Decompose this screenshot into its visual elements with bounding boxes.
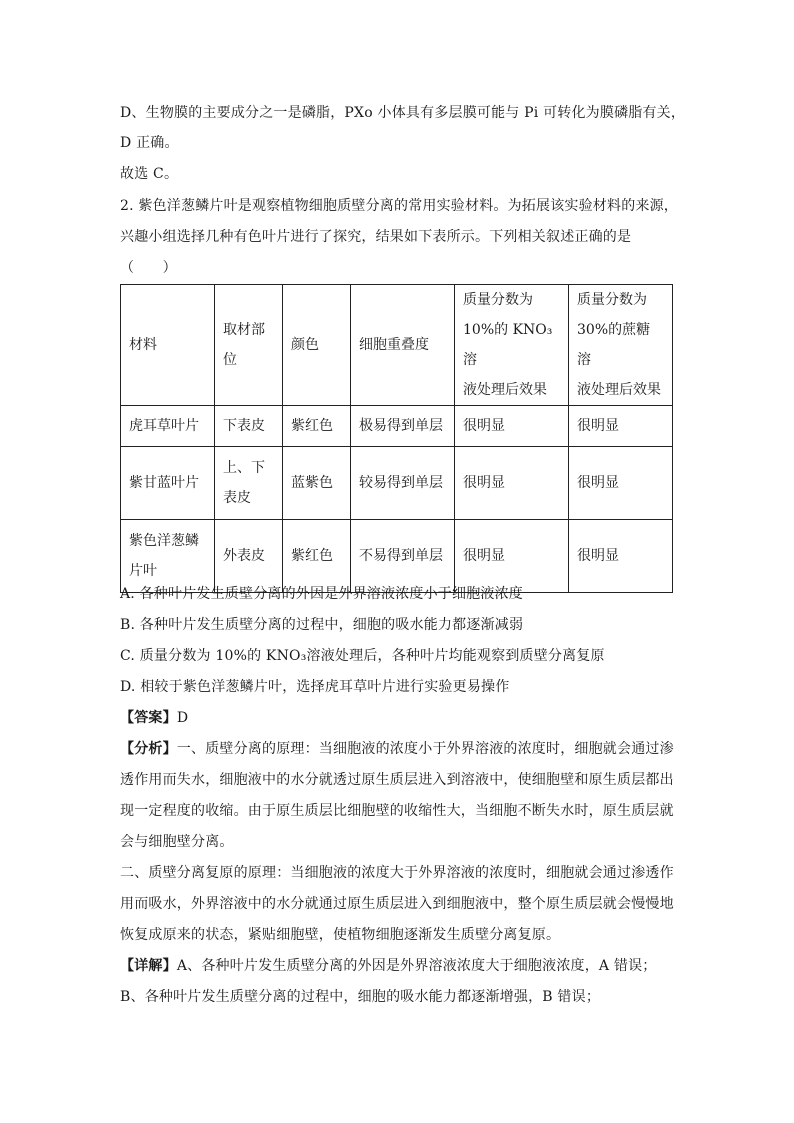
table-cell: 不易得到单层 xyxy=(351,520,455,593)
option-d: D. 相较于紫色洋葱鳞片叶，选择虎耳草叶片进行实验更易操作 xyxy=(120,679,510,695)
table-cell: 外表皮 xyxy=(215,520,283,593)
table-cell: 蓝紫色 xyxy=(283,447,351,520)
table-cell: 下表皮 xyxy=(215,406,283,447)
text-line: D、生物膜的主要成分之一是磷脂，PXo 小体具有多层膜可能与 Pi 可转化为膜磷脂有关， xyxy=(120,105,686,121)
option-b: B. 各种叶片发生质壁分离的过程中，细胞的吸水能力都逐渐减弱 xyxy=(120,617,524,633)
table-cell: 很明显 xyxy=(569,447,673,520)
table-cell: 极易得到单层 xyxy=(351,406,455,447)
detail-line: B、各种叶片发生质壁分离的过程中，细胞的吸水能力都逐渐增强，B 错误； xyxy=(120,989,601,1005)
table-row xyxy=(121,447,673,520)
table-cell: 紫红色 xyxy=(283,520,351,593)
question-stem: 兴趣小组选择几种有色叶片进行了探究，结果如下表所示。下列相关叙述正确的是 xyxy=(120,229,632,245)
table-cell: 虎耳草叶片 xyxy=(121,406,215,447)
table-header-cell: 材料 xyxy=(121,285,215,406)
table-cell: 很明显 xyxy=(569,406,673,447)
analysis-line: 透作用而失水，细胞液中的水分就透过原生质层进入到溶液中，使细胞壁和原生质层都出 xyxy=(120,772,674,788)
table-header-row xyxy=(121,285,673,406)
table-header-cell: 细胞重叠度 xyxy=(351,285,455,406)
table-cell: 较易得到单层 xyxy=(351,447,455,520)
text-line: D 正确。 xyxy=(120,135,179,151)
table-header-cell: 质量分数为 10%的 KNO₃溶 液处理后效果 xyxy=(455,285,569,406)
analysis-line: 现一定程度的收缩。由于原生质层比细胞壁的收缩性大，当细胞不断失水时，原生质层就 xyxy=(120,803,674,819)
table-cell: 紫红色 xyxy=(283,406,351,447)
analysis-line: 用而吸水，外界溶液中的水分就通过原生质层进入到细胞液中，整个原生质层就会慢慢地 xyxy=(120,896,674,912)
table-cell: 很明显 xyxy=(455,447,569,520)
answer-value: D xyxy=(176,710,189,726)
results-table xyxy=(120,284,673,593)
analysis-line: 会与细胞壁分离。 xyxy=(120,834,234,850)
table-cell: 紫甘蓝叶片 xyxy=(121,447,215,520)
table-cell: 很明显 xyxy=(569,520,673,593)
table-row xyxy=(121,520,673,593)
table-header-cell: 颜色 xyxy=(283,285,351,406)
table-header-cell: 质量分数为 30%的蔗糖溶 液处理后效果 xyxy=(569,285,673,406)
analysis-line: 二、质壁分离复原的原理：当细胞液的浓度大于外界溶液的浓度时，细胞就会通过渗透作 xyxy=(120,865,674,881)
analysis-label: 【分析】 xyxy=(120,741,177,757)
detail-line: 【详解】A、各种叶片发生质壁分离的外因是外界溶液浓度大于细胞液浓度，A 错误； xyxy=(120,958,657,974)
table-cell: 紫色洋葱鳞 片叶 xyxy=(121,520,215,593)
analysis-line: 【分析】一、质壁分离的原理：当细胞液的浓度小于外界溶液的浓度时，细胞就会通过渗 xyxy=(120,741,674,757)
option-a: A. 各种叶片发生质壁分离的外因是外界溶液浓度小于细胞液浓度 xyxy=(120,586,524,602)
text-line: 故选 C。 xyxy=(120,166,179,182)
option-c: C. 质量分数为 10%的 KNO₃溶液处理后，各种叶片均能观察到质壁分离复原 xyxy=(120,648,605,664)
answer-bracket: （ ） xyxy=(120,260,177,276)
answer-line xyxy=(120,708,680,728)
question-stem: 2. 紫色洋葱鳞片叶是观察植物细胞质壁分离的常用实验材料。为拓展该实验材料的来源， xyxy=(120,198,679,214)
table-cell: 上、下 表皮 xyxy=(215,447,283,520)
table-header-cell: 取材部 位 xyxy=(215,285,283,406)
table-cell: 很明显 xyxy=(455,520,569,593)
detail-label: 【详解】 xyxy=(120,958,177,974)
table-cell: 很明显 xyxy=(455,406,569,447)
analysis-line: 恢复成原来的状态，紧贴细胞壁，使植物细胞逐渐发生质壁分离复原。 xyxy=(120,927,561,943)
table-row xyxy=(121,406,673,447)
answer-label: 【答案】 xyxy=(120,710,177,726)
